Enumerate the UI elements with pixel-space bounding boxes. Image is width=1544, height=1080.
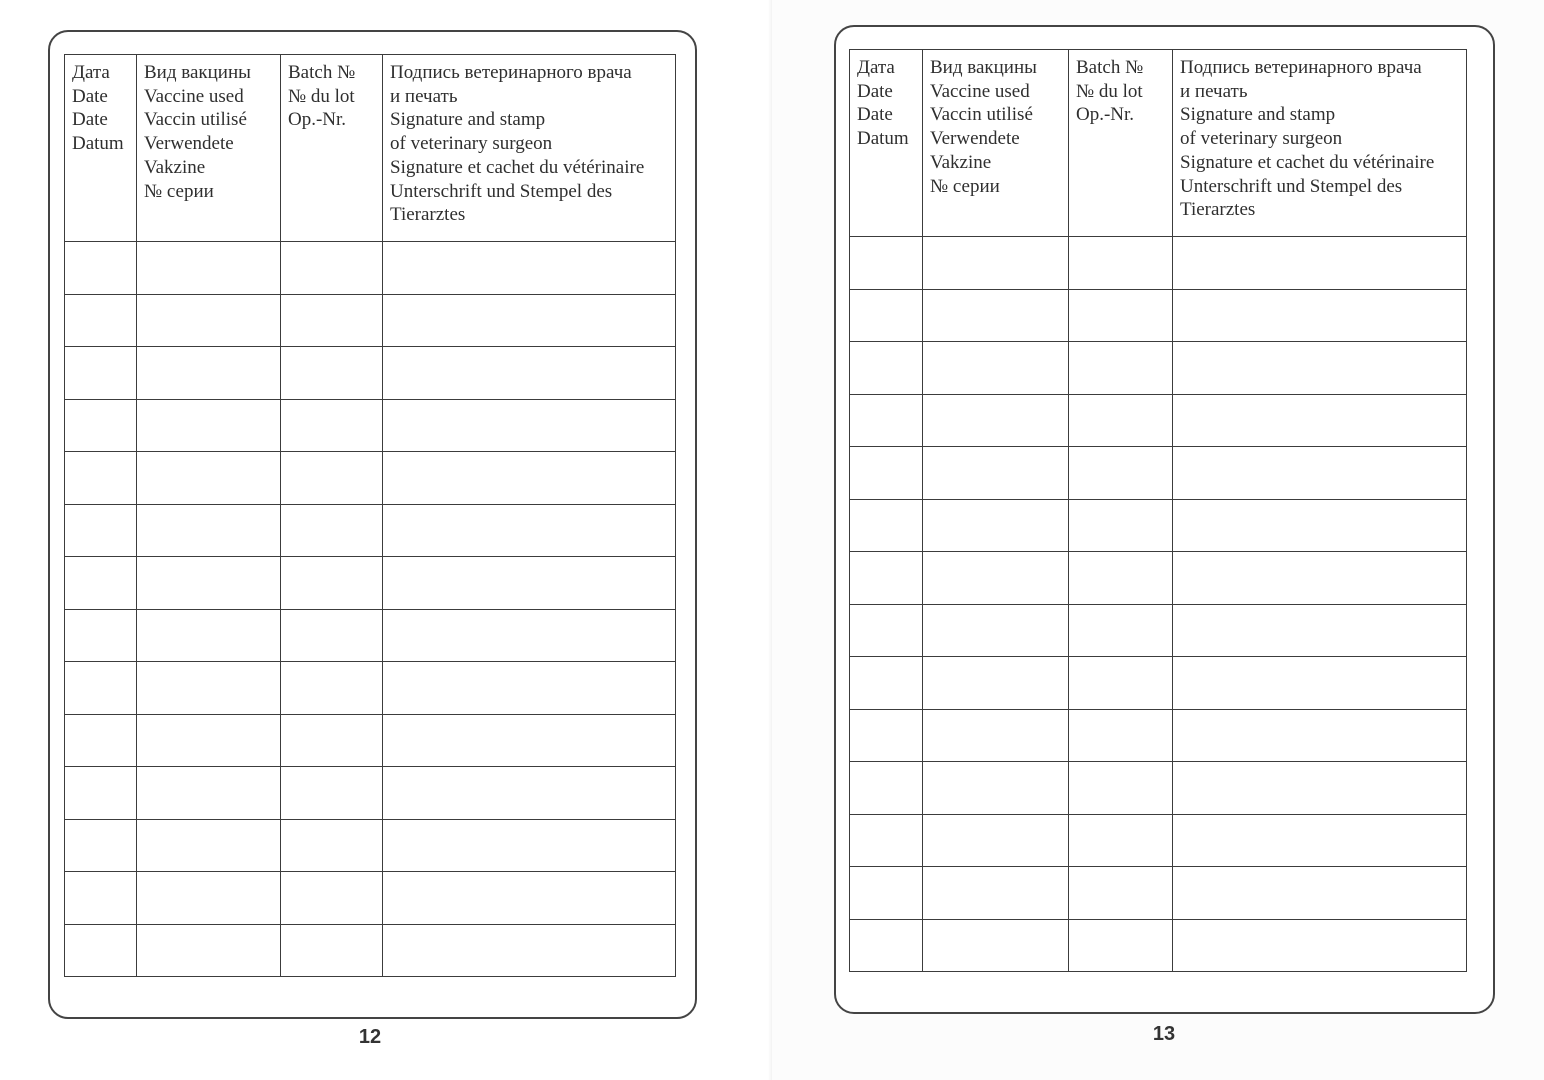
batch-cell[interactable]: [281, 399, 383, 452]
signature-cell[interactable]: [1173, 919, 1467, 972]
batch-cell[interactable]: [281, 557, 383, 610]
signature-cell[interactable]: [1173, 867, 1467, 920]
signature-cell[interactable]: [1173, 552, 1467, 605]
batch-cell[interactable]: [281, 714, 383, 767]
vaccine-cell[interactable]: [137, 452, 281, 505]
vaccine-cell[interactable]: [923, 867, 1069, 920]
signature-cell[interactable]: [383, 872, 676, 925]
batch-cell[interactable]: [1069, 604, 1173, 657]
table-row: [850, 394, 1467, 447]
batch-cell[interactable]: [281, 242, 383, 295]
signature-cell[interactable]: [383, 557, 676, 610]
table-row: [850, 342, 1467, 395]
vaccine-cell[interactable]: [137, 242, 281, 295]
date-cell[interactable]: [850, 447, 923, 500]
batch-cell[interactable]: [281, 294, 383, 347]
signature-column-header: Подпись ветеринарного врача и печать Signature and stamp of veterinary surgeon Signature et cachet du vétérinaire Unterschrift und Stempel des Tierarztes: [1173, 50, 1467, 237]
vaccine-cell[interactable]: [923, 814, 1069, 867]
vaccine-cell[interactable]: [137, 872, 281, 925]
batch-cell[interactable]: [1069, 814, 1173, 867]
table-row: [65, 347, 676, 400]
table-row: [65, 504, 676, 557]
table-row: [65, 609, 676, 662]
table-row: [850, 762, 1467, 815]
table-row: [850, 657, 1467, 710]
date-cell[interactable]: [65, 294, 137, 347]
vaccine-cell[interactable]: [137, 767, 281, 820]
date-cell[interactable]: [850, 919, 923, 972]
date-cell[interactable]: [850, 342, 923, 395]
signature-cell[interactable]: [1173, 604, 1467, 657]
date-cell[interactable]: [65, 242, 137, 295]
date-cell[interactable]: [850, 289, 923, 342]
date-cell[interactable]: [65, 872, 137, 925]
date-cell[interactable]: [65, 399, 137, 452]
batch-cell[interactable]: [1069, 447, 1173, 500]
vaccine-cell[interactable]: [137, 294, 281, 347]
table-row: [65, 819, 676, 872]
batch-cell[interactable]: [1069, 289, 1173, 342]
signature-cell[interactable]: [1173, 289, 1467, 342]
vaccine-column-header: Вид вакцины Vaccine used Vaccin utilisé Verwendete Vakzine № серии: [137, 55, 281, 242]
batch-cell[interactable]: [281, 452, 383, 505]
signature-cell[interactable]: [383, 714, 676, 767]
vaccine-cell[interactable]: [923, 342, 1069, 395]
date-column-header: Дата Date Date Datum: [65, 55, 137, 242]
date-cell[interactable]: [65, 557, 137, 610]
vaccine-cell[interactable]: [137, 347, 281, 400]
signature-cell[interactable]: [1173, 709, 1467, 762]
date-cell[interactable]: [65, 767, 137, 820]
table-row: [850, 709, 1467, 762]
signature-cell[interactable]: [1173, 342, 1467, 395]
page-13: [772, 0, 1544, 1080]
table-row: [850, 604, 1467, 657]
batch-cell[interactable]: [1069, 237, 1173, 290]
table-row: [65, 294, 676, 347]
date-cell[interactable]: [65, 662, 137, 715]
vaccination-table: [849, 49, 1467, 972]
page-frame: [834, 25, 1495, 1014]
vaccine-cell[interactable]: [137, 504, 281, 557]
date-cell[interactable]: [850, 709, 923, 762]
vaccine-cell[interactable]: [923, 447, 1069, 500]
table-header-row: [65, 55, 676, 242]
table-row: [65, 872, 676, 925]
vaccine-cell[interactable]: [923, 394, 1069, 447]
date-cell[interactable]: [65, 714, 137, 767]
table-row: [850, 552, 1467, 605]
vaccine-column-header: Вид вакцины Vaccine used Vaccin utilisé Verwendete Vakzine № серии: [923, 50, 1069, 237]
batch-cell[interactable]: [281, 504, 383, 557]
batch-cell[interactable]: [1069, 657, 1173, 710]
signature-cell[interactable]: [383, 242, 676, 295]
table-row: [65, 242, 676, 295]
table-header-row: [850, 50, 1467, 237]
table-row: [65, 557, 676, 610]
vaccine-cell[interactable]: [923, 237, 1069, 290]
table-row: [850, 499, 1467, 552]
table-row: [850, 867, 1467, 920]
table-row: [65, 767, 676, 820]
vaccine-cell[interactable]: [923, 657, 1069, 710]
signature-cell[interactable]: [383, 504, 676, 557]
table-row: [65, 452, 676, 505]
signature-cell[interactable]: [1173, 499, 1467, 552]
date-cell[interactable]: [65, 452, 137, 505]
date-cell[interactable]: [65, 609, 137, 662]
batch-cell[interactable]: [1069, 867, 1173, 920]
table-row: [850, 814, 1467, 867]
vaccine-cell[interactable]: [137, 557, 281, 610]
signature-cell[interactable]: [383, 924, 676, 977]
date-column-header: Дата Date Date Datum: [850, 50, 923, 237]
table-row: [65, 714, 676, 767]
vaccine-cell[interactable]: [137, 714, 281, 767]
batch-cell[interactable]: [281, 662, 383, 715]
signature-cell[interactable]: [383, 609, 676, 662]
batch-cell[interactable]: [1069, 762, 1173, 815]
date-cell[interactable]: [850, 394, 923, 447]
date-cell[interactable]: [850, 604, 923, 657]
batch-cell[interactable]: [281, 819, 383, 872]
signature-cell[interactable]: [1173, 762, 1467, 815]
date-cell[interactable]: [850, 499, 923, 552]
page-number: 12: [358, 1026, 382, 1048]
date-cell[interactable]: [850, 867, 923, 920]
vaccine-cell[interactable]: [923, 919, 1069, 972]
vaccine-cell[interactable]: [137, 399, 281, 452]
date-cell[interactable]: [65, 504, 137, 557]
signature-cell[interactable]: [383, 399, 676, 452]
table-row: [850, 237, 1467, 290]
signature-cell[interactable]: [383, 347, 676, 400]
signature-cell[interactable]: [383, 452, 676, 505]
date-cell[interactable]: [65, 819, 137, 872]
batch-column-header: Batch № № du lot Op.-Nr.: [1069, 50, 1173, 237]
signature-cell[interactable]: [1173, 447, 1467, 500]
table-row: [65, 399, 676, 452]
vaccine-cell[interactable]: [923, 499, 1069, 552]
batch-cell[interactable]: [1069, 394, 1173, 447]
batch-cell[interactable]: [281, 767, 383, 820]
batch-cell[interactable]: [1069, 552, 1173, 605]
vaccine-cell[interactable]: [137, 819, 281, 872]
batch-cell[interactable]: [1069, 499, 1173, 552]
vaccine-cell[interactable]: [923, 762, 1069, 815]
page-number: 13: [1152, 1023, 1176, 1045]
date-cell[interactable]: [65, 924, 137, 977]
vaccine-cell[interactable]: [923, 604, 1069, 657]
batch-cell[interactable]: [281, 872, 383, 925]
date-cell[interactable]: [850, 552, 923, 605]
batch-cell[interactable]: [281, 347, 383, 400]
signature-cell[interactable]: [383, 662, 676, 715]
signature-cell[interactable]: [383, 294, 676, 347]
vaccine-cell[interactable]: [923, 289, 1069, 342]
vaccination-table: [64, 54, 676, 977]
signature-cell[interactable]: [1173, 814, 1467, 867]
batch-column-header: Batch № № du lot Op.-Nr.: [281, 55, 383, 242]
date-cell[interactable]: [850, 762, 923, 815]
signature-cell[interactable]: [1173, 657, 1467, 710]
signature-cell[interactable]: [383, 819, 676, 872]
vaccine-cell[interactable]: [137, 609, 281, 662]
vaccine-cell[interactable]: [137, 662, 281, 715]
date-cell[interactable]: [850, 814, 923, 867]
batch-cell[interactable]: [281, 924, 383, 977]
vaccine-cell[interactable]: [137, 924, 281, 977]
signature-cell[interactable]: [383, 767, 676, 820]
vaccine-cell[interactable]: [923, 552, 1069, 605]
table-row: [65, 924, 676, 977]
batch-cell[interactable]: [1069, 709, 1173, 762]
signature-cell[interactable]: [1173, 237, 1467, 290]
date-cell[interactable]: [850, 657, 923, 710]
signature-cell[interactable]: [1173, 394, 1467, 447]
batch-cell[interactable]: [1069, 919, 1173, 972]
date-cell[interactable]: [65, 347, 137, 400]
batch-cell[interactable]: [1069, 342, 1173, 395]
signature-column-header: Подпись ветеринарного врача и печать Signature and stamp of veterinary surgeon Signature et cachet du vétérinaire Unterschrift und Stempel des Tierarztes: [383, 55, 676, 242]
table-row: [850, 447, 1467, 500]
table-row: [65, 662, 676, 715]
page-frame: [48, 30, 697, 1019]
batch-cell[interactable]: [281, 609, 383, 662]
vaccine-cell[interactable]: [923, 709, 1069, 762]
table-row: [850, 919, 1467, 972]
date-cell[interactable]: [850, 237, 923, 290]
table-row: [850, 289, 1467, 342]
